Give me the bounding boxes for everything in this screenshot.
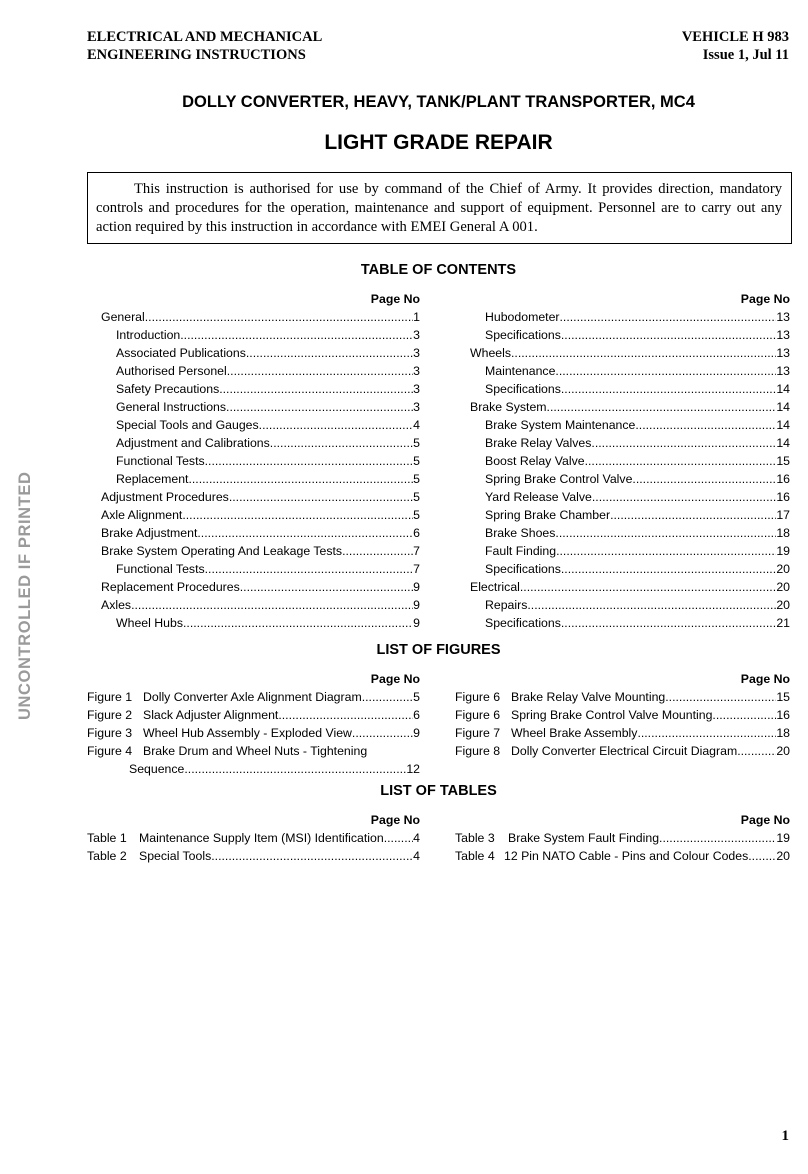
toc-entry[interactable] (470, 488, 790, 506)
toc-entry-text: Special Tools and Gauges (116, 418, 259, 432)
table-entry[interactable] (87, 847, 420, 865)
contents-right-column (470, 290, 790, 632)
figure-caption: Wheel Hub Assembly - Exploded View (143, 726, 352, 740)
figure-caption: Brake Relay Valve Mounting (511, 690, 666, 704)
toc-entry-page: 13 (776, 364, 790, 378)
toc-entry-page: 14 (776, 418, 790, 432)
toc-entry-page: 20 (776, 562, 790, 576)
table-page: 4 (413, 831, 420, 845)
toc-entry-page: 9 (413, 598, 420, 612)
page-no-header: Page No (740, 292, 790, 306)
toc-entry-page: 5 (413, 472, 420, 486)
toc-entry[interactable] (101, 488, 420, 506)
toc-entry-page: 14 (776, 400, 790, 414)
toc-entry-text: Brake System Maintenance (485, 418, 636, 432)
figure-page: 18 (776, 726, 790, 740)
table-entry[interactable] (455, 829, 790, 847)
figure-entry[interactable] (455, 688, 790, 706)
toc-entry[interactable] (470, 362, 790, 380)
toc-entry-text: Brake Relay Valves (485, 436, 592, 450)
toc-entry-text: Adjustment and Calibrations (116, 436, 270, 450)
vehicle-number: VEHICLE H 983 (681, 29, 789, 45)
toc-entry-page: 3 (413, 400, 420, 414)
contents-left-column (101, 290, 420, 632)
toc-entry-page: 3 (413, 382, 420, 396)
toc-entry[interactable] (101, 362, 420, 380)
toc-entry-text: Brake Adjustment (101, 526, 198, 540)
table-page: 4 (413, 849, 420, 863)
toc-entry[interactable] (470, 452, 790, 470)
page-no-header: Page No (370, 813, 420, 827)
toc-entry-page: 16 (776, 472, 790, 486)
toc-entry-page: 4 (413, 418, 420, 432)
table-caption: Brake System Fault Finding (508, 831, 660, 845)
figure-page: 16 (776, 708, 790, 722)
page-number: 1 (781, 1128, 789, 1144)
toc-entry[interactable] (101, 380, 420, 398)
table-caption: Maintenance Supply Item (MSI) Identification (139, 831, 384, 845)
toc-entry-text: General (101, 310, 145, 324)
toc-entry[interactable] (101, 470, 420, 488)
table-label: Table 2 (87, 849, 127, 863)
toc-entry[interactable] (470, 326, 790, 344)
figure-page: 15 (776, 690, 790, 704)
toc-entry[interactable] (470, 524, 790, 542)
tables-title: LIST OF TABLES (380, 783, 497, 799)
toc-entry-page: 18 (776, 526, 790, 540)
toc-entry[interactable] (101, 416, 420, 434)
figure-entry[interactable] (87, 688, 420, 706)
figure-entry[interactable] (455, 724, 790, 742)
toc-entry-page: 5 (413, 508, 420, 522)
toc-entry[interactable] (101, 308, 420, 326)
figure-caption: Slack Adjuster Alignment (143, 708, 279, 722)
figure-caption: Brake Drum and Wheel Nuts - Tightening (143, 744, 368, 758)
figure-page: 20 (776, 744, 790, 758)
toc-entry-text: Electrical (470, 580, 520, 594)
toc-entry-text: Wheels (470, 346, 512, 360)
toc-entry-text: Specifications (485, 562, 561, 576)
toc-entry-text: Safety Precautions (116, 382, 220, 396)
toc-entry-page: 3 (413, 364, 420, 378)
page-no-header: Page No (740, 672, 790, 686)
toc-entry[interactable] (470, 344, 790, 362)
figure-page: 12 (406, 762, 420, 776)
vehicle-issue-header (682, 28, 789, 64)
figures-left-column (87, 670, 420, 778)
toc-entry-page: 14 (776, 436, 790, 450)
figure-entry[interactable] (87, 706, 420, 724)
toc-entry[interactable] (101, 434, 420, 452)
table-page: 19 (776, 831, 790, 845)
toc-entry-page: 9 (413, 580, 420, 594)
toc-entry-text: Introduction (116, 328, 181, 342)
figure-entry[interactable] (455, 706, 790, 724)
toc-entry[interactable] (101, 326, 420, 344)
figure-label: Figure 3 (87, 726, 133, 740)
tables-left-column (87, 811, 420, 865)
toc-entry[interactable] (101, 596, 420, 614)
toc-entry-text: Specifications (485, 328, 561, 342)
table-label: Table 4 (455, 849, 495, 863)
toc-entry[interactable] (470, 506, 790, 524)
toc-entry[interactable] (101, 614, 420, 632)
header-line: ENGINEERING INSTRUCTIONS (87, 47, 306, 63)
toc-entry-text: Functional Tests (116, 562, 205, 576)
table-entry[interactable] (87, 829, 420, 847)
toc-entry-page: 20 (776, 580, 790, 594)
toc-entry-text: Axle Alignment (101, 508, 183, 522)
table-label: Table 3 (455, 831, 495, 845)
figure-caption-continued: Sequence (129, 762, 185, 776)
toc-entry-text: Brake System Operating And Leakage Tests (101, 544, 343, 558)
figure-page: 6 (413, 708, 420, 722)
toc-entry[interactable] (101, 578, 420, 596)
toc-entry[interactable] (470, 380, 790, 398)
toc-entry-page: 13 (776, 328, 790, 342)
figure-label: Figure 4 (87, 744, 133, 758)
toc-entry-page: 1 (413, 310, 420, 324)
figure-label: Figure 2 (87, 708, 133, 722)
toc-entry-text: Wheel Hubs (116, 616, 183, 630)
toc-entry-page: 3 (413, 346, 420, 360)
toc-entry-page: 21 (776, 616, 790, 630)
figure-label: Figure 1 (87, 690, 133, 704)
toc-entry-page: 17 (776, 508, 790, 522)
toc-entry-text: Repairs (485, 598, 528, 612)
toc-entry-page: 3 (413, 328, 420, 342)
toc-entry[interactable] (470, 542, 790, 560)
toc-entry-page: 16 (776, 490, 790, 504)
toc-entry-text: Replacement (116, 472, 189, 486)
page-no-header: Page No (740, 813, 790, 827)
toc-entry-text: Specifications (485, 616, 561, 630)
figure-entry[interactable] (87, 724, 420, 742)
toc-entry[interactable] (470, 398, 790, 416)
toc-entry-page: 5 (413, 454, 420, 468)
toc-entry[interactable] (101, 524, 420, 542)
toc-entry-page: 7 (413, 544, 420, 558)
toc-entry-text: Brake Shoes. (485, 526, 559, 540)
document-series-header (87, 28, 322, 64)
header-line: ELECTRICAL AND MECHANICAL (87, 29, 323, 45)
toc-entry-text: Specifications (485, 382, 561, 396)
toc-entry-text: Spring Brake Chamber (485, 508, 611, 522)
page-no-header: Page No (370, 672, 420, 686)
toc-entry-page: 14 (776, 382, 790, 396)
table-label: Table 1 (87, 831, 127, 845)
toc-entry-text: Authorised Personel (116, 364, 227, 378)
toc-entry[interactable] (101, 344, 420, 362)
figure-caption: Dolly Converter Electrical Circuit Diagram (511, 744, 738, 758)
toc-entry-text: Associated Publications (116, 346, 246, 360)
issue-date: Issue 1, Jul 11 (702, 47, 789, 63)
toc-entry-page: 15 (776, 454, 790, 468)
toc-entry-text: General Instructions (116, 400, 227, 414)
figure-caption: Spring Brake Control Valve Mounting (511, 708, 713, 722)
figure-label: Figure 8 (455, 744, 501, 758)
figure-label: Figure 6 (455, 708, 501, 722)
toc-entry[interactable] (470, 308, 790, 326)
toc-entry-text: Yard Release Valve (485, 490, 592, 504)
toc-entry-text: Fault Finding (485, 544, 557, 558)
toc-entry-page: 7 (413, 562, 420, 576)
authorisation-statement: This instruction is authorised for use by command of the Chief of Army. It provides direction, mandatory controls and procedures for the operation, maintenance and support of equipment. Personnel are to carry out any action required by this instruction in accordance with EMEI General A 001. (87, 172, 792, 244)
toc-entry-page: 5 (413, 490, 420, 504)
toc-entry-text: Spring Brake Control Valve (485, 472, 633, 486)
figures-right-column (455, 670, 790, 760)
figure-label: Figure 7 (455, 726, 501, 740)
toc-entry[interactable] (470, 578, 790, 596)
contents-title: TABLE OF CONTENTS (360, 262, 517, 278)
toc-entry-text: Brake System (470, 400, 547, 414)
toc-entry-text: Boost Relay Valve (485, 454, 585, 468)
toc-entry-text: Replacement Procedures (101, 580, 240, 594)
toc-entry-page: 13 (776, 346, 790, 360)
tables-right-column (455, 811, 790, 865)
toc-entry-text: Hubodometer (485, 310, 560, 324)
toc-entry-text: Adjustment Procedures (101, 490, 229, 504)
table-entry[interactable] (455, 847, 790, 865)
figure-page: 9 (413, 726, 420, 740)
toc-entry[interactable] (470, 614, 790, 632)
figure-caption: Wheel Brake Assembly (511, 726, 638, 740)
toc-entry[interactable] (101, 398, 420, 416)
document-title: DOLLY CONVERTER, HEAVY, TANK/PLANT TRANSPORTER, MC4 (182, 93, 695, 111)
table-caption: Special Tools (139, 849, 212, 863)
toc-entry-page: 13 (776, 310, 790, 324)
figure-label: Figure 6 (455, 690, 501, 704)
toc-entry-text: Functional Tests (116, 454, 205, 468)
toc-entry[interactable] (470, 596, 790, 614)
toc-entry[interactable] (470, 470, 790, 488)
toc-entry-text: Maintenance (485, 364, 556, 378)
figure-page: 5 (413, 690, 420, 704)
toc-entry[interactable] (470, 416, 790, 434)
toc-entry[interactable] (101, 542, 420, 560)
page-no-header: Page No (370, 292, 420, 306)
toc-entry[interactable] (101, 560, 420, 578)
toc-entry[interactable] (101, 452, 420, 470)
toc-entry-page: 6 (413, 526, 420, 540)
figures-title: LIST OF FIGURES (376, 642, 501, 658)
toc-entry-page: 5 (413, 436, 420, 450)
table-page: 20 (776, 849, 790, 863)
toc-entry[interactable] (101, 506, 420, 524)
uncontrolled-watermark: UNCONTROLLED IF PRINTED (16, 471, 34, 720)
toc-entry-page: 20 (776, 598, 790, 612)
figure-caption: Dolly Converter Axle Alignment Diagram (143, 690, 362, 704)
toc-entry-text: Axles (101, 598, 132, 612)
toc-entry-page: 19 (776, 544, 790, 558)
toc-entry-page: 9 (413, 616, 420, 630)
toc-entry[interactable] (470, 560, 790, 578)
toc-entry[interactable] (470, 434, 790, 452)
table-caption: 12 Pin NATO Cable - Pins and Colour Codes (504, 849, 749, 863)
figure-entry[interactable] (87, 742, 420, 778)
document-subtitle: LIGHT GRADE REPAIR (324, 131, 553, 154)
figure-entry[interactable] (455, 742, 790, 760)
